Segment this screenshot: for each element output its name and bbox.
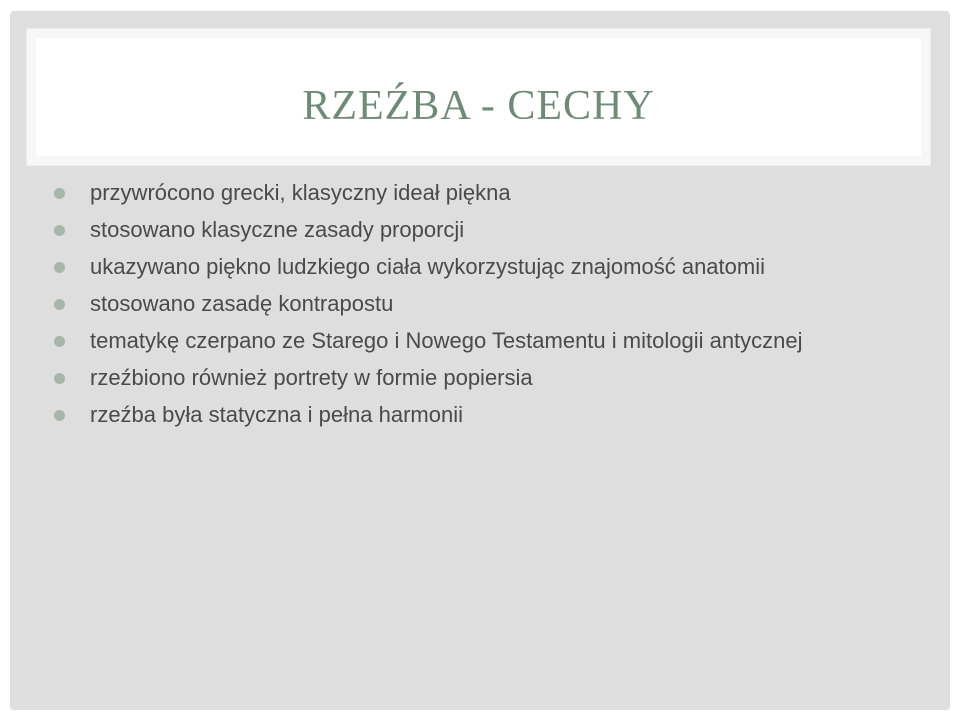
bullet-dot-icon (54, 336, 65, 347)
slide-title: RZEŹBA - CECHY (302, 83, 655, 129)
bullet-text: tematykę czerpano ze Starego i Nowego Testamentu i mitologii antycznej (90, 328, 803, 353)
bullet-dot-icon (54, 225, 65, 236)
bullet-text: stosowano zasadę kontrapostu (90, 291, 394, 316)
title-box (36, 38, 921, 156)
slide (10, 11, 950, 710)
title-frame (27, 29, 930, 165)
bullet-item (10, 215, 950, 245)
bullet-text: rzeźbiono również portrety w formie popiersia (90, 365, 533, 390)
bullet-item (10, 326, 950, 356)
bullet-text: przywrócono grecki, klasyczny ideał piękna (90, 180, 511, 205)
bullet-text: stosowano klasyczne zasady proporcji (90, 217, 465, 242)
bullet-text: ukazywano piękno ludzkiego ciała wykorzystując znajomość anatomii (90, 254, 765, 279)
bullet-item (10, 400, 950, 430)
bullet-item (10, 289, 950, 319)
bullet-item (10, 178, 950, 208)
bullet-item (10, 252, 950, 282)
bullet-list (10, 178, 950, 437)
bullet-dot-icon (54, 373, 65, 384)
bullet-text: rzeźba była statyczna i pełna harmonii (90, 402, 463, 427)
bullet-dot-icon (54, 188, 65, 199)
bullet-dot-icon (54, 410, 65, 421)
bullet-dot-icon (54, 262, 65, 273)
bullet-item (10, 363, 950, 393)
bullet-dot-icon (54, 299, 65, 310)
